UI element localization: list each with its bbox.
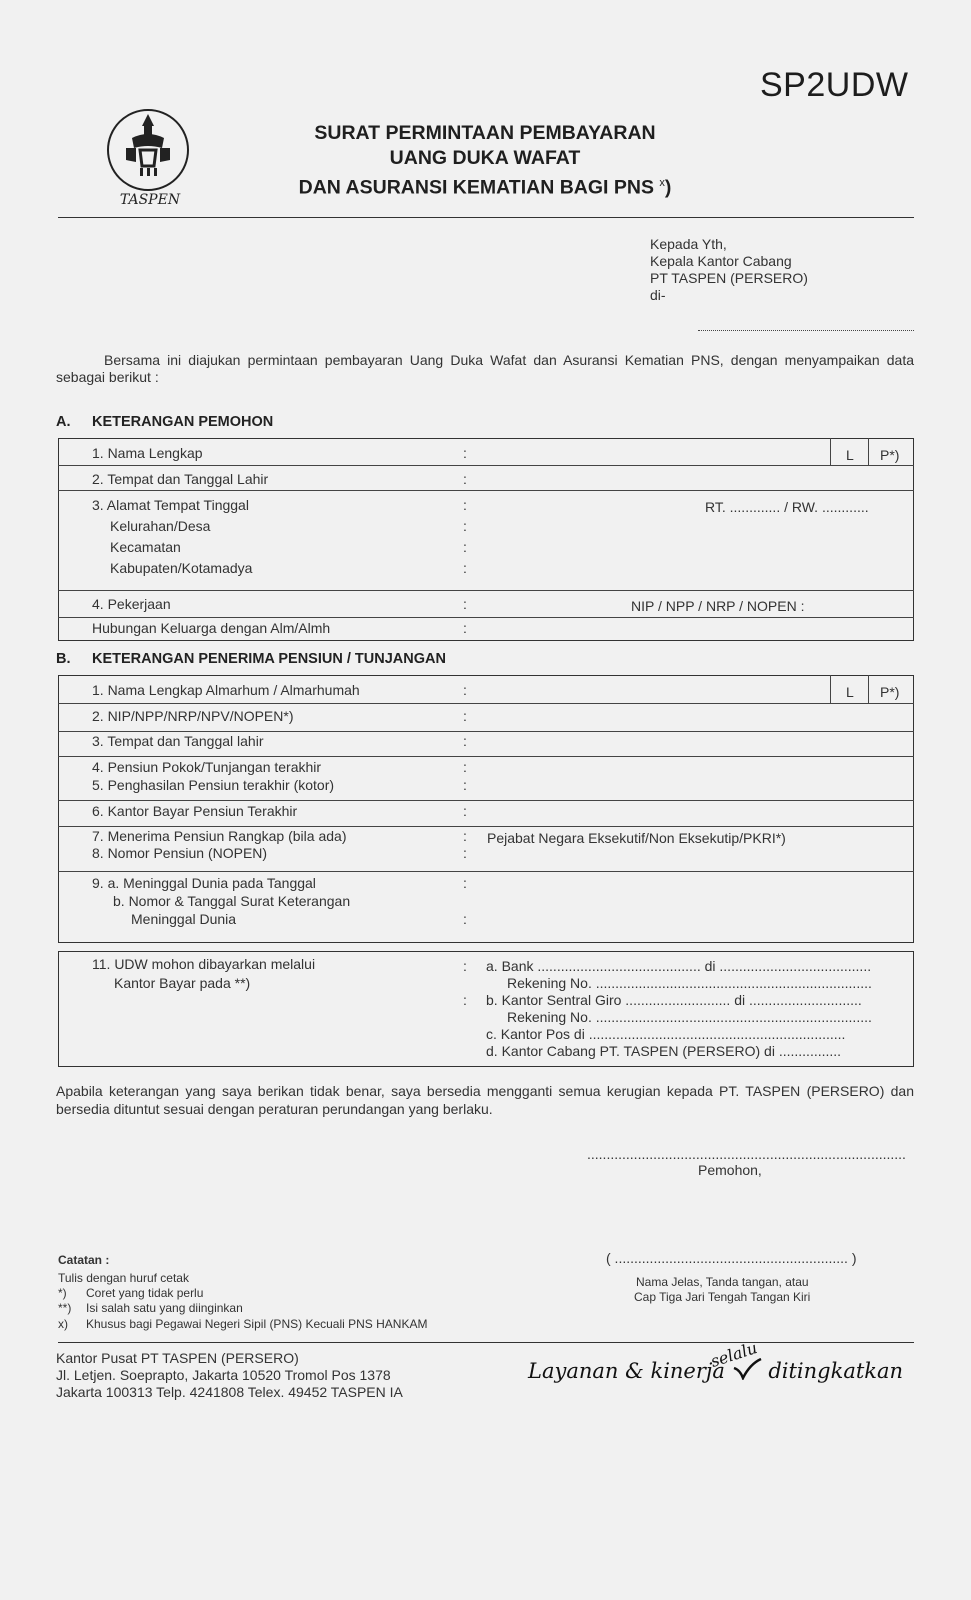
colon: : <box>463 992 467 1008</box>
section-b-letter: B. <box>56 651 71 667</box>
row-divider <box>58 703 914 704</box>
b-label-meninggal-dunia: Meninggal Dunia <box>131 911 237 927</box>
colon: : <box>463 708 467 724</box>
title-line-1: SURAT PERMINTAAN PEMBAYARAN <box>314 122 656 144</box>
colon: : <box>463 958 467 974</box>
intro-paragraph: Bersama ini diajukan permintaan pembayaran Uang Duka Wafat dan Asuransi Kematian PNS, dengan menyampaikan data sebagai berikut : <box>56 352 914 385</box>
section-a-title: KETERANGAN PEMOHON <box>92 414 274 430</box>
form-code: SP2UDW <box>760 66 909 104</box>
payment-option-pos[interactable]: c. Kantor Pos di .................................................................. <box>486 1026 846 1042</box>
payment-bank-account[interactable]: Rekening No. ....................................................................... <box>507 975 872 991</box>
notes-marker-2: **) <box>58 1301 72 1315</box>
colon: : <box>463 596 467 612</box>
footer-line-2: Jl. Letjen. Soeprapto, Jakarta 10520 Tromol Pos 1378 <box>56 1367 391 1383</box>
b-label-nama: 1. Nama Lengkap Almarhum / Almarhumah <box>92 682 360 698</box>
payment-option-giro[interactable]: b. Kantor Sentral Giro ........................... di ............................. <box>486 992 862 1008</box>
notes-marker-3: x) <box>58 1317 68 1331</box>
payment-label-2: Kantor Bayar pada **) <box>114 975 251 991</box>
signature-role: Pemohon, <box>698 1162 762 1178</box>
row-divider <box>58 756 914 757</box>
address-line-2: Kepala Kantor Cabang <box>650 253 792 269</box>
notes-marker-1: *) <box>58 1286 67 1300</box>
payment-label-1: 11. UDW mohon dibayarkan melalui <box>92 956 316 972</box>
payment-option-bank[interactable]: a. Bank .......................................... di ....................................... <box>486 958 872 974</box>
colon: : <box>463 497 467 513</box>
footer-line-3: Jakarta 100313 Telp. 4241808 Telex. 49452 TASPEN IA <box>56 1384 403 1400</box>
colon: : <box>463 471 467 487</box>
notes-text-3: Khusus bagi Pegawai Negeri Sipil (PNS) Kecuali PNS HANKAM <box>86 1317 428 1331</box>
colon: : <box>463 875 467 891</box>
address-line-1: Kepada Yth, <box>650 236 727 252</box>
notes-text-1: Coret yang tidak perlu <box>86 1286 204 1300</box>
footer-address <box>56 1350 403 1401</box>
colon: : <box>463 828 467 844</box>
a-sex-p[interactable]: P*) <box>880 447 900 463</box>
a-label-nama: 1. Nama Lengkap <box>92 445 203 461</box>
signature-caption-1: Nama Jelas, Tanda tangan, atau <box>636 1275 809 1289</box>
a-label-alamat: 3. Alamat Tempat Tinggal <box>92 497 249 513</box>
logo-text: TASPEN <box>119 192 181 208</box>
footer-rule <box>58 1342 914 1343</box>
col-divider <box>830 438 831 465</box>
b-label-pensiun-pokok: 4. Pensiun Pokok/Tunjangan terakhir <box>92 759 322 775</box>
section-b-title: KETERANGAN PENERIMA PENSIUN / TUNJANGAN <box>92 651 446 667</box>
colon: : <box>463 733 467 749</box>
b-label-nip: 2. NIP/NPP/NRP/NPV/NOPEN*) <box>92 708 294 724</box>
row-divider <box>58 731 914 732</box>
b-label-nopen: 8. Nomor Pensiun (NOPEN) <box>92 845 268 861</box>
title-line-3: DAN ASURANSI KEMATIAN BAGI PNS <box>298 176 654 199</box>
b-label-kantor-bayar: 6. Kantor Bayar Pensiun Terakhir <box>92 803 298 819</box>
row-divider <box>58 871 914 872</box>
notes-title: Catatan : <box>58 1253 110 1267</box>
recipient-city-field[interactable] <box>698 330 914 331</box>
a-label-nip: NIP / NPP / NRP / NOPEN : <box>631 598 805 614</box>
signature-name-field[interactable]: ( ............................................................ ) <box>606 1250 857 1266</box>
recipient-address <box>650 236 808 304</box>
colon: : <box>463 445 467 461</box>
colon: : <box>463 560 467 576</box>
col-divider <box>830 675 831 703</box>
a-label-ttl: 2. Tempat dan Tanggal Lahir <box>92 471 269 487</box>
address-line-3: PT TASPEN (PERSERO) <box>650 270 808 286</box>
colon: : <box>463 518 467 534</box>
section-a-heading <box>56 414 273 430</box>
row-divider <box>58 465 914 466</box>
a-label-kelurahan: Kelurahan/Desa <box>110 518 211 534</box>
declaration-paragraph: Apabila keterangan yang saya berikan tidak benar, saya bersedia mengganti semua kerugian kepada PT. TASPEN (PERSERO) dan bersedia dituntut sesuai dengan peraturan perundangan yang berlaku. <box>56 1083 914 1117</box>
b-sex-l[interactable]: L <box>846 684 854 700</box>
a-sex-l[interactable]: L <box>846 447 854 463</box>
slogan-end: ditingkatkan <box>768 1359 904 1383</box>
colon: : <box>463 911 467 927</box>
signature-line[interactable]: .................................................................................. <box>587 1146 906 1162</box>
a-label-pekerjaan: 4. Pekerjaan <box>92 596 171 612</box>
b-sex-p[interactable]: P*) <box>880 684 900 700</box>
col-divider <box>868 675 869 703</box>
row-divider <box>58 590 914 591</box>
b-label-rangkap: 7. Menerima Pensiun Rangkap (bila ada) <box>92 828 347 844</box>
a-rt-rw[interactable]: RT. ............. / RW. ............ <box>705 499 869 515</box>
row-divider <box>58 800 914 801</box>
section-a-letter: A. <box>56 414 71 430</box>
b-label-meninggal-tanggal: 9. a. Meninggal Dunia pada Tanggal <box>92 875 316 891</box>
notes-line-1: Tulis dengan huruf cetak <box>58 1271 189 1285</box>
title-close-paren: ) <box>664 176 672 199</box>
colon: : <box>463 803 467 819</box>
notes-text-2: Isi salah satu yang diinginkan <box>86 1301 243 1315</box>
b-rangkap-options[interactable]: Pejabat Negara Eksekutif/Non Eksekutip/PKRI*) <box>487 830 786 846</box>
title-superscript: x <box>659 177 665 189</box>
row-divider <box>58 617 914 618</box>
a-label-kabupaten: Kabupaten/Kotamadya <box>110 560 253 576</box>
address-line-4: di- <box>650 287 666 303</box>
row-divider <box>58 490 914 491</box>
signature-caption-2: Cap Tiga Jari Tengah Tangan Kiri <box>634 1290 811 1304</box>
row-divider <box>58 826 914 827</box>
colon: : <box>463 759 467 775</box>
colon: : <box>463 845 467 861</box>
colon: : <box>463 539 467 555</box>
a-label-kecamatan: Kecamatan <box>110 539 181 555</box>
slogan-small: selalu <box>708 1338 760 1371</box>
b-label-penghasilan: 5. Penghasilan Pensiun terakhir (kotor) <box>92 777 335 793</box>
footer-line-1: Kantor Pusat PT TASPEN (PERSERO) <box>56 1350 299 1366</box>
taspen-logo <box>102 104 198 208</box>
header-rule <box>58 217 914 218</box>
section-b-heading <box>56 651 446 667</box>
col-divider <box>868 438 869 465</box>
payment-giro-account[interactable]: Rekening No. ....................................................................... <box>507 1009 872 1025</box>
b-label-surat-keterangan: b. Nomor & Tanggal Surat Keterangan <box>113 893 351 909</box>
b-label-ttl: 3. Tempat dan Tanggal lahir <box>92 733 264 749</box>
colon: : <box>463 620 467 636</box>
payment-option-taspen[interactable]: d. Kantor Cabang PT. TASPEN (PERSERO) di ................ <box>486 1043 842 1059</box>
title-line-2: UANG DUKA WAFAT <box>389 147 581 169</box>
slogan-main: Layanan & kinerja <box>528 1359 725 1383</box>
colon: : <box>463 682 467 698</box>
form-title <box>220 121 750 201</box>
colon: : <box>463 777 467 793</box>
a-label-hubungan: Hubungan Keluarga dengan Alm/Almh <box>92 620 331 636</box>
